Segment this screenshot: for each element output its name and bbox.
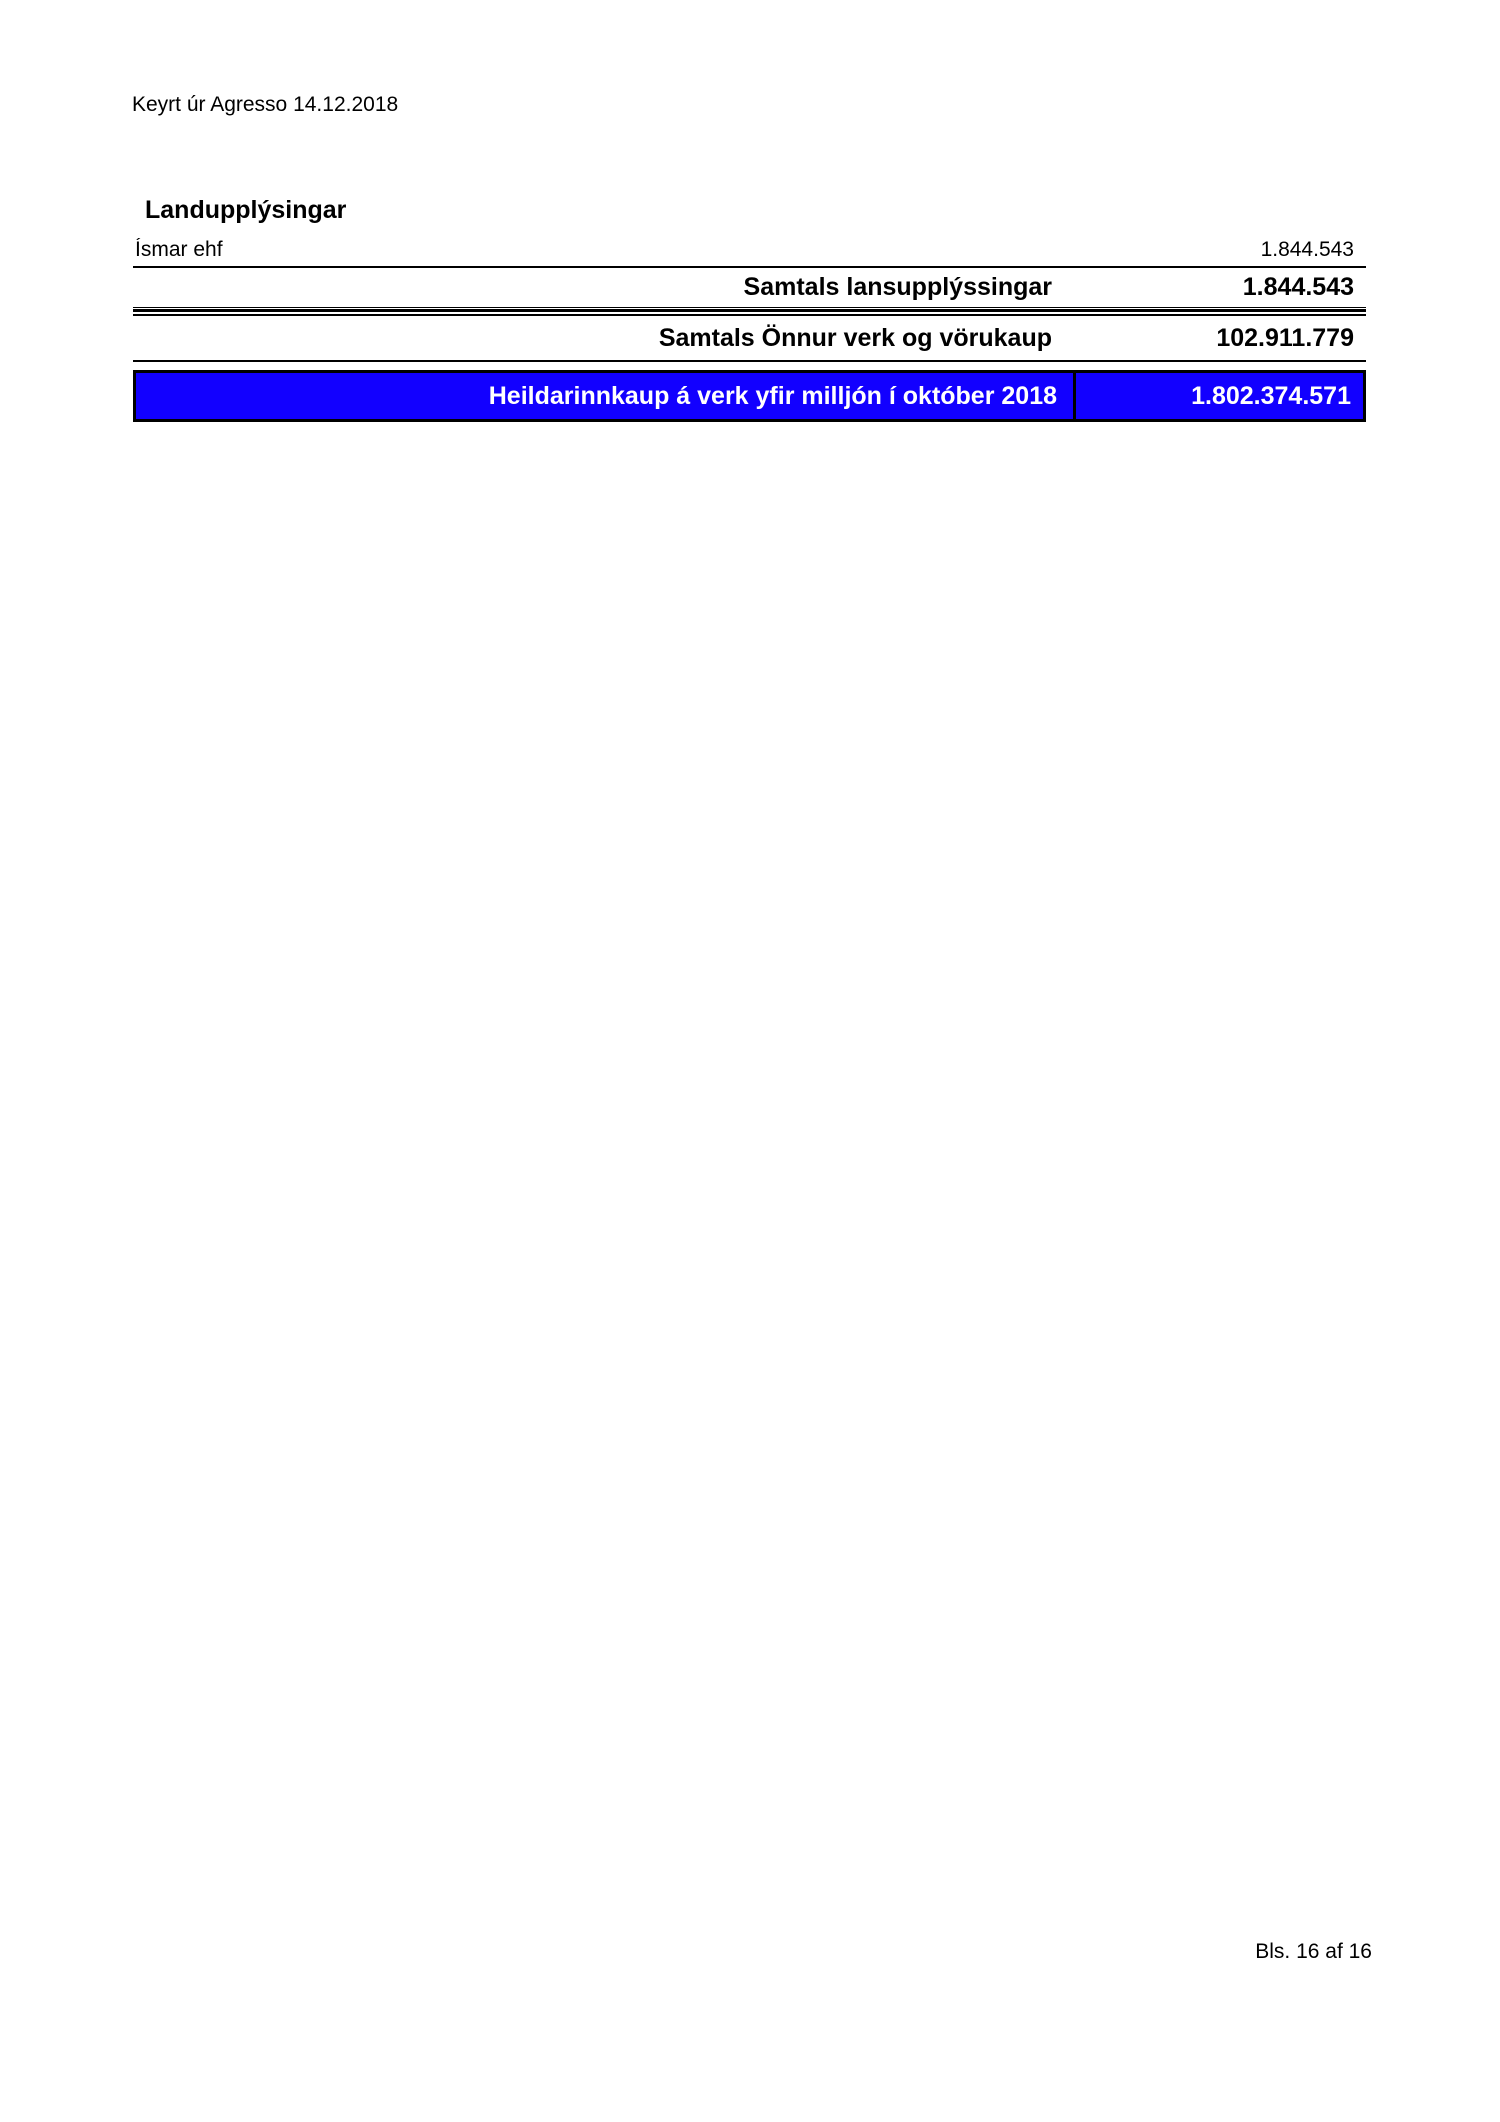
totals-table [133, 234, 1366, 422]
grand-total-label: Heildarinnkaup á verk yfir milljón í október 2018 [136, 373, 1076, 419]
table-row [133, 234, 1366, 268]
other-total-amount: 102.911.779 [1216, 323, 1354, 352]
table-row-subtotal [133, 268, 1366, 310]
report-header-note: Keyrt úr Agresso 14.12.2018 [132, 93, 399, 116]
subtotal-amount: 1.844.543 [1242, 273, 1354, 301]
grand-total-amount: 1.802.374.571 [1191, 381, 1351, 410]
other-total-label: Samtals Önnur verk og vörukaup [658, 323, 1052, 352]
vendor-name: Ísmar ehf [135, 238, 223, 261]
page-footer: Bls. 16 af 16 [1255, 1940, 1372, 1963]
subtotal-label: Samtals lansupplýssingar [743, 273, 1052, 301]
vendor-amount: 1.844.543 [1260, 238, 1354, 261]
table-row-grand-total [133, 370, 1366, 422]
section-title: Landupplýsingar [145, 196, 347, 224]
table-row-other-total [133, 316, 1366, 362]
